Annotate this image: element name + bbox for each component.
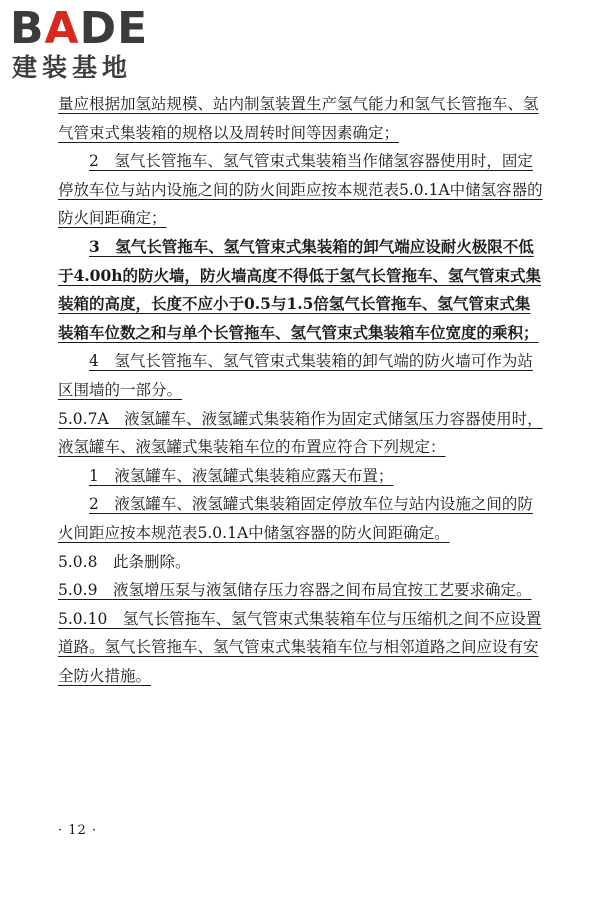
paragraph: 2 氢气长管拖车、氢气管束式集装箱当作储氢容器使用时，固定停放车位与站内设施之间的防火间距应按本规范表5.0.1A中储氢容器的防火间距确定； — [58, 152, 543, 228]
logo-letters: DE — [79, 3, 149, 54]
clause-5-0-9: 5.0.9 液氢增压泵与液氢储存压力容器之间布局宜按工艺要求确定。 — [58, 581, 532, 600]
brand-logo — [10, 3, 180, 84]
logo-accent-letter: A — [44, 3, 80, 54]
paragraph: 量应根据加氢站规模、站内制氢装置生产氢气能力和氢气长管拖车、氢气管束式集装箱的规格以及周转时间等因素确定； — [58, 95, 539, 142]
paragraph: 3 氢气长管拖车、氢气管束式集装箱的卸气端应设耐火极限不低于4.00h的防火墙，防火墙高度不得低于氢气长管拖车、氢气管束式集装箱的高度，长度不应小于0.5与1.5倍氢气长管拖车、氢气管束式集装箱车位数之和与单个长管拖车、氢气管束式集装箱车位宽度的乘积； — [58, 236, 542, 342]
logo-letters: B — [10, 3, 45, 54]
paragraph: 1 液氢罐车、液氢罐式集装箱应露天布置； — [89, 466, 394, 485]
document-body — [58, 90, 544, 690]
clause-5-0-8: 5.0.8 此条删除。 — [58, 552, 191, 571]
clause-5-0-7a: 5.0.7A 液氢罐车、液氢罐式集装箱作为固定式储氢压力容器使用时，液氢罐车、液氢罐式集装箱车位的布置应符合下列规定： — [58, 409, 543, 457]
paragraph: 4 氢气长管拖车、氢气管束式集装箱的卸气端的防火墙可作为站区围墙的一部分。 — [58, 352, 533, 399]
page-number: · 12 · — [58, 823, 98, 838]
logo-wordmark — [10, 3, 149, 54]
paragraph: 2 液氢罐车、液氢罐式集装箱固定停放车位与站内设施之间的防火间距应按本规范表5.0.1A中储氢容器的防火间距确定。 — [58, 495, 533, 542]
logo-subtitle: 建装基地 — [12, 53, 133, 82]
clause-5-0-10: 5.0.10 氢气长管拖车、氢气管束式集装箱车位与压缩机之间不应设置道路。氢气长管拖车、氢气管束式集装箱车位与相邻道路之间应设有安全防火措施。 — [58, 609, 542, 685]
